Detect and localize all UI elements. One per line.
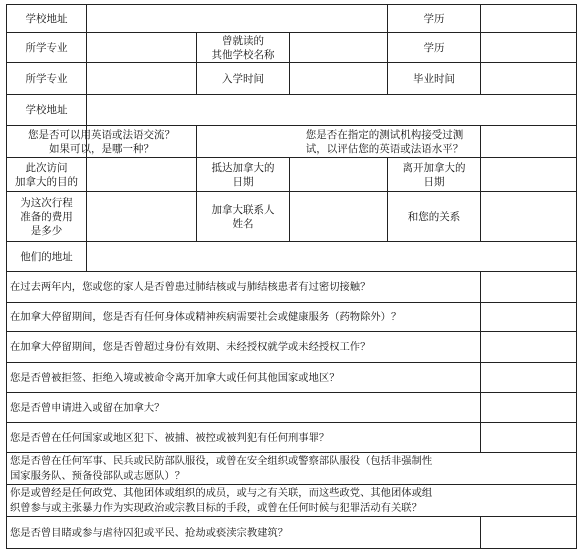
trip-cost-field[interactable] <box>87 192 196 241</box>
arrival-date-label: 抵达加拿大的 日期 <box>211 161 275 188</box>
relationship-field[interactable] <box>481 192 576 241</box>
question-tb-contact: 在过去两年内，您或您的家人是否曾患过肺结核或与肺结核患者有过密切接触？ <box>10 281 371 293</box>
answer-criminal-offence[interactable] <box>481 423 576 452</box>
departure-date-field[interactable] <box>481 158 576 191</box>
their-address-label: 他们的地址 <box>20 250 73 263</box>
arrival-date-field[interactable] <box>290 158 387 191</box>
major-label-2: 所学专业 <box>25 72 68 85</box>
education-label: 学历 <box>423 12 445 25</box>
other-school-field[interactable] <box>290 33 387 62</box>
school-address-label: 学校地址 <box>25 12 68 25</box>
answer-refused-entry[interactable] <box>481 363 576 392</box>
visit-purpose-label: 此次访问 加拿大的目的 <box>15 161 78 188</box>
question-overstay: 在加拿大停留期间，您是否曾超过身份有效期、未经授权就学或未经授权工作？ <box>10 341 371 353</box>
question-refused-entry: 您是否曾被拒签、拒绝入境或被命令离开加拿大或任何其他国家或地区？ <box>10 371 340 384</box>
enrollment-time-field[interactable] <box>290 63 387 94</box>
graduation-time-label: 毕业时间 <box>413 72 455 85</box>
row-rule <box>6 548 576 549</box>
enrollment-time-label: 入学时间 <box>222 72 264 85</box>
canada-contact-field[interactable] <box>290 192 387 241</box>
other-schools-label: 曾就读的 其他学校名称 <box>211 34 275 61</box>
answer-abuse-witness[interactable] <box>481 517 576 548</box>
visit-purpose-field[interactable] <box>87 158 196 191</box>
english-french-question: 您是否可以用英语或法语交流？ 如果可以，是哪一种？ <box>28 128 175 155</box>
major-field-2[interactable] <box>87 63 196 94</box>
language-test-question: 您是否在指定的测试机构接受过测 试，以评估您的英语或法语水平？ <box>305 128 464 155</box>
relationship-label: 和您的关系 <box>407 210 461 223</box>
question-applied-before: 您是否曾申请进入或留在加拿大？ <box>10 401 165 414</box>
question-health-services: 在加拿大停留期间，您是否有任何身体或精神疾病需要社会或健康服务（药物除外）？ <box>10 311 402 323</box>
question-military-service: 您是否曾在任何军事、民兵或民防部队服役，或曾在安全组织或警察部队服役（包括非强制性 国家服务队、预备役部队或志愿队）？ <box>10 454 433 482</box>
school-address-field[interactable] <box>87 5 387 32</box>
school-address-field-2[interactable] <box>87 95 576 125</box>
answer-health-services[interactable] <box>481 303 576 331</box>
answer-tb-contact[interactable] <box>481 272 576 302</box>
graduation-time-field[interactable] <box>481 63 576 94</box>
major-label: 所学专业 <box>25 41 68 54</box>
major-field[interactable] <box>87 33 196 62</box>
question-violent-organization: 你是或曾经是任何政党、其他团体或组织的成员，或与之有关联，而这些政党、其他团体或组 织曾参与或主张暴力作为实现政治或宗教目标的手段，或曾在任何时候与犯罪活动有关联？ <box>10 486 433 514</box>
canada-contact-label: 加拿大联系人 姓名 <box>211 203 275 230</box>
col-rule <box>576 4 577 549</box>
education-field[interactable] <box>481 5 576 32</box>
education-field-2[interactable] <box>481 33 576 62</box>
language-field[interactable] <box>197 126 289 157</box>
language-test-field[interactable] <box>481 126 576 157</box>
trip-cost-label: 为这次行程 准备的费用 是多少 <box>20 196 73 237</box>
school-address-label-2: 学校地址 <box>25 104 68 116</box>
answer-overstay[interactable] <box>481 332 576 362</box>
their-address-field[interactable] <box>87 242 576 271</box>
question-criminal-offence: 您是否曾在任何国家或地区犯下、被捕、被控或被判犯有任何刑事罪？ <box>10 431 330 444</box>
education-label-2: 学历 <box>423 41 445 54</box>
question-abuse-witness: 您是否曾目睹或参与虐待囚犯或平民、抢劫或亵渎宗教建筑？ <box>10 526 289 539</box>
departure-date-label: 离开加拿大的 日期 <box>402 161 466 188</box>
answer-applied-before[interactable] <box>481 393 576 422</box>
